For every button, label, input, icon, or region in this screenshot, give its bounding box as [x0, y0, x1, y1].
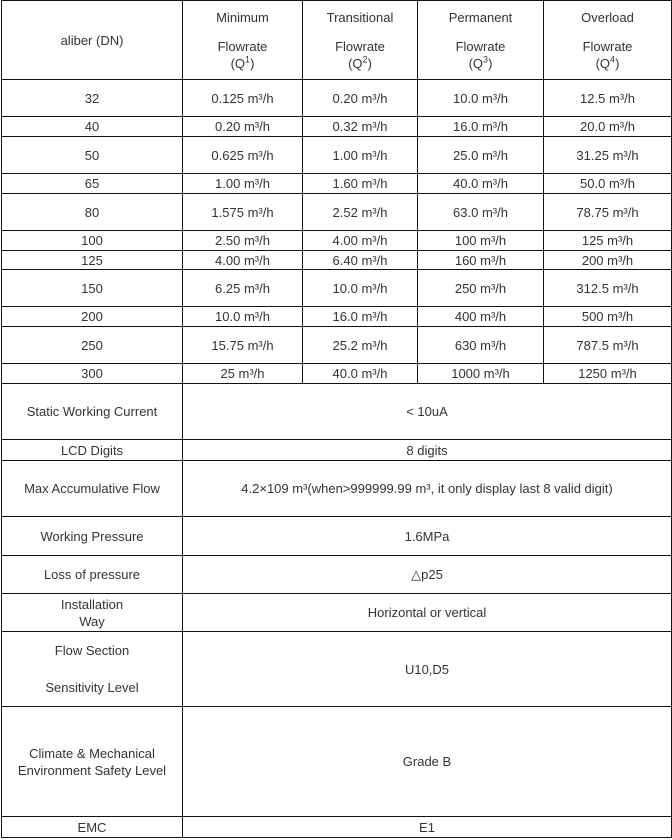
q2-cell: 1.00 m³/h — [303, 137, 418, 174]
q1-cell: 2.50 m³/h — [183, 231, 303, 251]
label-line1: Flow Section — [54, 643, 130, 658]
q4-cell: 200 m³/h — [544, 251, 672, 270]
header-line1: Minimum — [216, 9, 269, 25]
spec-row — [2, 632, 672, 707]
spec-label — [2, 594, 183, 632]
header-line1: Permanent — [448, 9, 513, 25]
q3-cell: 250 m³/h — [418, 270, 544, 307]
spec-value: 8 digits — [183, 440, 672, 461]
dn-cell: 300 — [2, 364, 183, 384]
q3-cell: 63.0 m³/h — [418, 194, 544, 231]
spec-row — [2, 461, 672, 517]
label-line1: Climate & Mechanical — [29, 745, 155, 761]
spec-row — [2, 517, 672, 556]
q4-cell: 12.5 m³/h — [544, 80, 672, 117]
overload-flowrate-header — [544, 1, 672, 80]
table-row — [2, 327, 672, 364]
header-line2: Flowrate — [582, 38, 633, 54]
spec-row — [2, 707, 672, 817]
spec-label: EMC — [2, 817, 183, 838]
spec-value: Horizontal or vertical — [183, 594, 672, 632]
spec-label: Static Working Current — [2, 384, 183, 440]
dn-cell: 50 — [2, 137, 183, 174]
table-row — [2, 194, 672, 231]
q2-cell: 0.20 m³/h — [303, 80, 418, 117]
spec-label — [2, 707, 183, 817]
label-line2: Way — [79, 613, 105, 629]
q2-cell: 40.0 m³/h — [303, 364, 418, 384]
table-row — [2, 117, 672, 137]
table-row — [2, 80, 672, 117]
spec-value: 4.2×109 m³(when>999999.99 m³, it only display last 8 valid digit) — [183, 461, 672, 517]
q1-cell: 25 m³/h — [183, 364, 303, 384]
header-code: $(Q^1)$ — [230, 54, 255, 71]
dn-cell: 125 — [2, 251, 183, 270]
q2-cell: 2.52 m³/h — [303, 194, 418, 231]
q1-cell: 15.75 m³/h — [183, 327, 303, 364]
q3-cell: 25.0 m³/h — [418, 137, 544, 174]
q2-cell: 10.0 m³/h — [303, 270, 418, 307]
dn-cell: 250 — [2, 327, 183, 364]
table-row — [2, 307, 672, 327]
spec-value: U10,D5 — [183, 632, 672, 707]
header-line2: Flowrate — [335, 38, 385, 54]
header-line1: Transitional — [326, 9, 394, 25]
q1-cell: 1.575 m³/h — [183, 194, 303, 231]
table-row — [2, 270, 672, 307]
spec-row — [2, 594, 672, 632]
header-line1: Overload — [581, 9, 634, 25]
q4-cell: 50.0 m³/h — [544, 174, 672, 194]
spec-row — [2, 384, 672, 440]
header-row — [2, 1, 672, 80]
q1-cell: 1.00 m³/h — [183, 174, 303, 194]
label-line1: Installation — [60, 596, 124, 612]
spec-row — [2, 817, 672, 838]
q3-cell: 630 m³/h — [418, 327, 544, 364]
header-line2: Flowrate — [217, 38, 268, 54]
q4-cell: 125 m³/h — [544, 231, 672, 251]
q4-cell: 78.75 m³/h — [544, 194, 672, 231]
spec-value: Grade B — [183, 707, 672, 817]
q3-cell: 160 m³/h — [418, 251, 544, 270]
q2-cell: 1.60 m³/h — [303, 174, 418, 194]
spec-value: △p25 — [183, 556, 672, 594]
label-line2: Sensitivity Level — [45, 680, 139, 695]
q1-cell: 0.625 m³/h — [183, 137, 303, 174]
spec-label: Max Accumulative Flow — [2, 461, 183, 517]
q3-cell: 100 m³/h — [418, 231, 544, 251]
caliber-header: aliber (DN) — [2, 1, 183, 80]
q3-cell: 1000 m³/h — [418, 364, 544, 384]
table-row — [2, 251, 672, 270]
dn-cell: 150 — [2, 270, 183, 307]
q1-cell: 0.20 m³/h — [183, 117, 303, 137]
header-code: $(Q^2)$ — [348, 54, 372, 71]
dn-cell: 100 — [2, 231, 183, 251]
q3-cell: 40.0 m³/h — [418, 174, 544, 194]
q1-cell: 4.00 m³/h — [183, 251, 303, 270]
dn-cell: 80 — [2, 194, 183, 231]
spec-label: Working Pressure — [2, 517, 183, 556]
q3-cell: 10.0 m³/h — [418, 80, 544, 117]
q3-cell: 400 m³/h — [418, 307, 544, 327]
q4-cell: 20.0 m³/h — [544, 117, 672, 137]
permanent-flowrate-header — [418, 1, 544, 80]
q1-cell: 6.25 m³/h — [183, 270, 303, 307]
q2-cell: 25.2 m³/h — [303, 327, 418, 364]
table-row — [2, 137, 672, 174]
dn-cell: 40 — [2, 117, 183, 137]
q2-cell: 4.00 m³/h — [303, 231, 418, 251]
table-row — [2, 174, 672, 194]
spec-value: E1 — [183, 817, 672, 838]
q4-cell: 31.25 m³/h — [544, 137, 672, 174]
q2-cell: 16.0 m³/h — [303, 307, 418, 327]
spec-label — [2, 632, 183, 707]
q4-cell: 500 m³/h — [544, 307, 672, 327]
transitional-flowrate-header — [303, 1, 418, 80]
dn-cell: 65 — [2, 174, 183, 194]
spec-row — [2, 556, 672, 594]
header-code: $(Q^4)$ — [595, 54, 620, 71]
q3-cell: 16.0 m³/h — [418, 117, 544, 137]
q1-cell: 0.125 m³/h — [183, 80, 303, 117]
q2-cell: 0.32 m³/h — [303, 117, 418, 137]
q2-cell: 6.40 m³/h — [303, 251, 418, 270]
header-line2: Flowrate — [455, 38, 506, 54]
q4-cell: 1250 m³/h — [544, 364, 672, 384]
q4-cell: 787.5 m³/h — [544, 327, 672, 364]
spec-row — [2, 440, 672, 461]
spec-label: LCD Digits — [2, 440, 183, 461]
table-row — [2, 231, 672, 251]
min-flowrate-header — [183, 1, 303, 80]
spec-value: < 10uA — [183, 384, 672, 440]
spec-label: Loss of pressure — [2, 556, 183, 594]
dn-cell: 200 — [2, 307, 183, 327]
dn-cell: 32 — [2, 80, 183, 117]
q1-cell: 10.0 m³/h — [183, 307, 303, 327]
table-row — [2, 364, 672, 384]
label-line2: Environment Safety Level — [17, 762, 167, 778]
q4-cell: 312.5 m³/h — [544, 270, 672, 307]
spec-value: 1.6MPa — [183, 517, 672, 556]
specification-table — [1, 0, 672, 838]
header-code: $(Q^3)$ — [468, 54, 493, 71]
